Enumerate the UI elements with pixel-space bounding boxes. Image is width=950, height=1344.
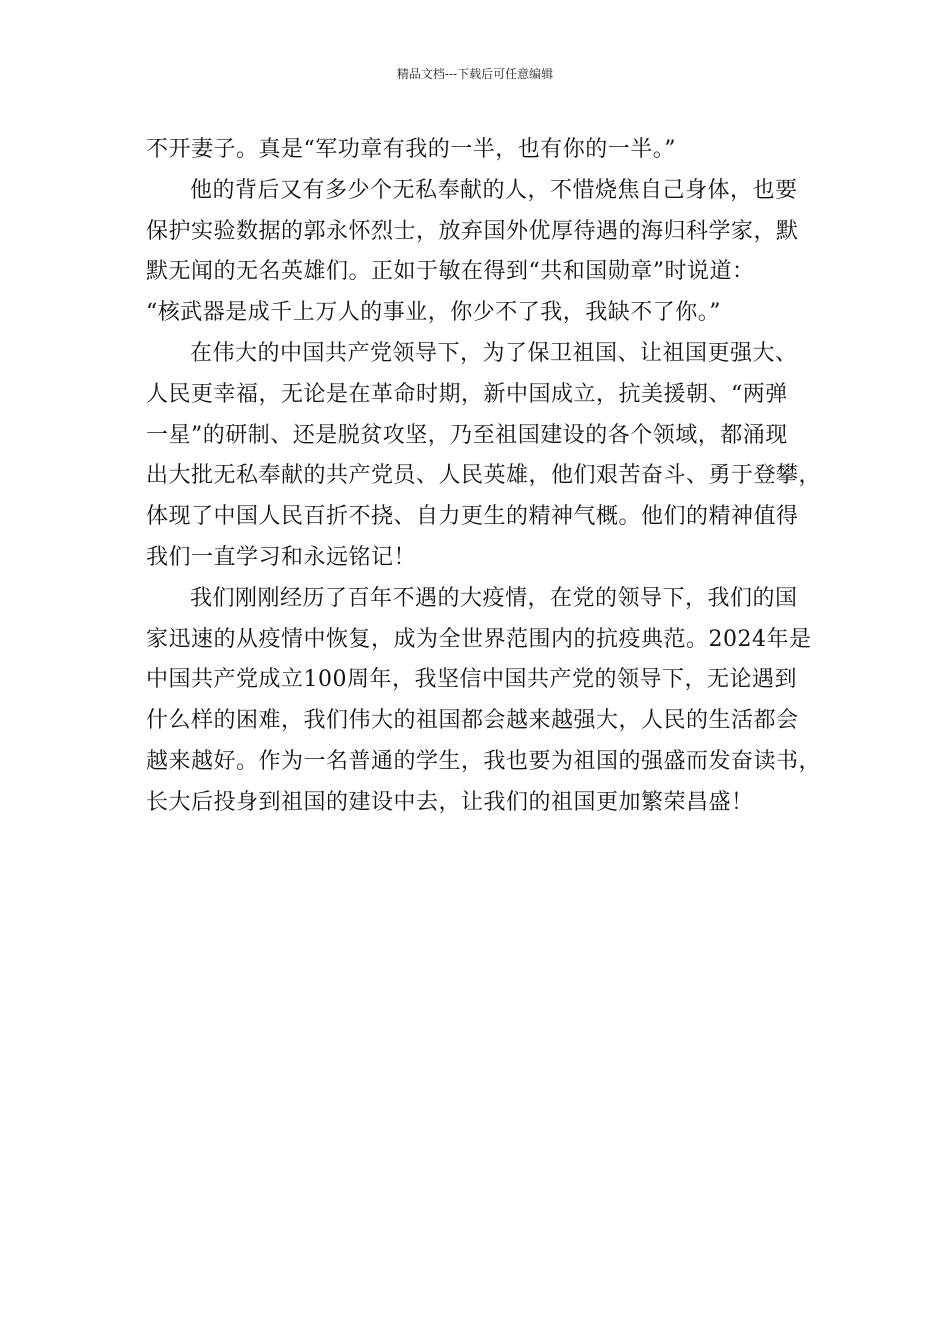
text-line: 一星”的研制、还是脱贫攻坚，乃至祖国建设的各个领域，都涌现 xyxy=(146,422,788,448)
paragraph-start-line: 在伟大的中国共产党领导下，为了保卫祖国、让祖国更强大、 xyxy=(190,340,798,366)
text-line: 中国共产党成立100周年，我坚信中国共产党的领导下，无论遇到 xyxy=(146,667,797,693)
paragraph-start-line: 我们刚刚经历了百年不遇的大疫情，在党的领导下，我们的国 xyxy=(190,585,798,611)
text-line: 我们一直学习和永远铭记！ xyxy=(146,544,417,570)
document-body xyxy=(146,130,836,824)
text-line: 什么样的困难，我们伟大的祖国都会越来越强大，人民的生活都会 xyxy=(146,708,799,734)
text-line: 出大批无私奉献的共产党员、人民英雄，他们艰苦奋斗、勇于登攀， xyxy=(146,463,822,489)
text-line: 默无闻的无名英雄们。正如于敏在得到“共和国勋章”时说道： xyxy=(146,259,755,285)
paragraph-start-line: 他的背后又有多少个无私奉献的人，不惜烧焦自己身体，也要 xyxy=(190,177,798,203)
text-line: 长大后投身到祖国的建设中去，让我们的祖国更加繁荣昌盛！ xyxy=(146,789,754,815)
text-line: 越来越好。作为一名普通的学生，我也要为祖国的强盛而发奋读书， xyxy=(146,748,822,774)
text-line: “核武器是成千上万人的事业，你少不了我，我缺不了你。” xyxy=(146,300,721,326)
text-line: 保护实验数据的郭永怀烈士，放弃国外优厚待遇的海归科学家，默 xyxy=(146,218,799,244)
text-line: 人民更幸福，无论是在革命时期，新中国成立，抗美援朝、“两弹 xyxy=(146,381,788,407)
text-line: 体现了中国人民百折不挠、自力更生的精神气概。他们的精神值得 xyxy=(146,504,799,530)
text-line: 不开妻子。真是“军功章有我的一半，也有你的一半。” xyxy=(146,137,676,162)
page-header: 精品文档---下载后可任意编辑 xyxy=(396,67,554,81)
text-line: 家迅速的从疫情中恢复，成为全世界范围内的抗疫典范。2024年是 xyxy=(146,626,812,652)
